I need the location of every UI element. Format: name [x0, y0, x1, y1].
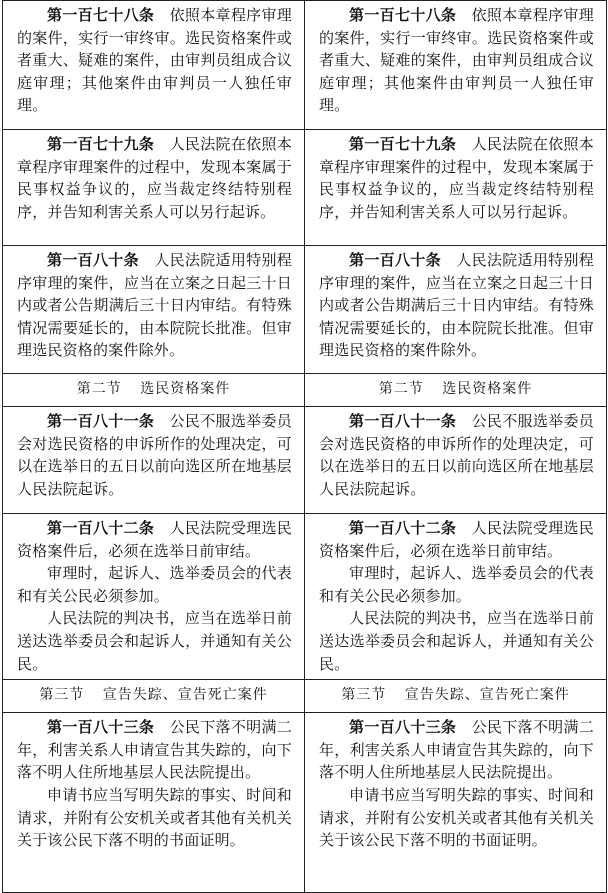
article-row: [3, 407, 607, 514]
article-number: 第一百七十九条: [349, 135, 457, 153]
left-column-cell: [3, 407, 305, 514]
article-number: 第一百八十二条: [47, 519, 155, 537]
article-number: 第一百八十一条: [47, 412, 155, 430]
right-column-cell: [305, 514, 607, 680]
article-row: [3, 713, 607, 893]
article-text: 依照本章程序审理的案件，实行一审终审。选民资格案件或者重大、疑难的案件，由审判员组成合议庭审理；其他案件由审判员一人独任审理。: [17, 6, 292, 115]
article-number: 第一百八十条: [349, 251, 441, 269]
article-text: 申请书应当写明失踪的事实、时间和请求，并附有公安机关或者其他有关机关关于该公民下落不明的书面证明。: [17, 785, 292, 850]
article-paragraph: [319, 784, 594, 852]
left-column-cell: [3, 374, 305, 407]
section-title: 宣告失踪、宣告死亡案件: [404, 687, 570, 704]
article-number: 第一百八十二条: [349, 519, 457, 537]
article-number: 第一百七十八条: [47, 6, 155, 24]
article-text: 审理时，起诉人、选举委员会的代表和有关公民必须参加。: [319, 564, 594, 605]
right-column-cell: [305, 407, 607, 514]
comparison-table-body: [3, 1, 607, 893]
section-label: 第三节: [39, 687, 85, 704]
article-paragraph: [17, 607, 292, 675]
article-paragraph: [319, 133, 594, 223]
article-paragraph: [17, 133, 292, 223]
section-label: 第二节: [76, 381, 122, 397]
right-column-cell: [305, 246, 607, 374]
article-paragraph: [319, 562, 594, 607]
left-column-cell: [3, 514, 305, 680]
article-row: [3, 130, 607, 246]
section-title: 选民资格案件: [140, 381, 231, 397]
article-paragraph: [17, 4, 292, 117]
article-paragraph: [319, 517, 594, 562]
article-paragraph: [17, 410, 292, 500]
article-text: 人民法院适用特别程序审理的案件，应当在立案之日起三十日内或者公告期满后三十日内审结。有特殊情况需要延长的，由本院院长批准。但审理选民资格的案件除外。: [17, 251, 293, 360]
article-text: 申请书应当写明失踪的事实、时间和请求，并附有公安机关或者其他有关机关关于该公民下落不明的书面证明。: [319, 785, 594, 850]
article-text: 依照本章程序审理的案件，实行一审终审。选民资格案件或者重大、疑难的案件，由审判员组成合议庭审理；其他案件由审判员一人独任审理。: [319, 6, 594, 115]
article-paragraph: [17, 562, 292, 607]
article-paragraph: [319, 4, 594, 117]
right-column-cell: [305, 374, 607, 407]
article-text: 审理时，起诉人、选举委员会的代表和有关公民必须参加。: [17, 564, 292, 605]
section-label: 第二节: [378, 381, 424, 397]
article-number: 第一百八十三条: [349, 718, 457, 737]
article-paragraph: [319, 410, 594, 500]
article-text: 人民法院的判决书，应当在选举日前送达选举委员会和起诉人，并通知有关公民。: [319, 609, 594, 673]
article-text: 公民下落不明满二年，利害关系人申请宣告其失踪的，向下落不明人住所地基层人民法院提出。: [319, 718, 594, 782]
article-number: 第一百八十三条: [47, 718, 155, 737]
article-paragraph: [17, 784, 292, 852]
article-paragraph: [17, 517, 292, 562]
right-column-cell: [305, 713, 607, 893]
left-column-cell: [3, 130, 305, 246]
article-paragraph: [319, 607, 594, 675]
article-text: 人民法院适用特别程序审理的案件，应当在立案之日起三十日内或者公告期满后三十日内审结。有特殊情况需要延长的，由本院院长批准。但审理选民资格的案件除外。: [319, 251, 595, 360]
right-column-cell: [305, 1, 607, 130]
section-row: [3, 680, 607, 713]
article-text: 公民不服选举委员会对选民资格的申诉所作的处理决定，可以在选举日的五日以前向选区所在地基层人民法院起诉。: [17, 412, 292, 498]
article-paragraph: [17, 249, 292, 362]
article-text: 人民法院的判决书，应当在选举日前送达选举委员会和起诉人，并通知有关公民。: [17, 609, 292, 673]
article-number: 第一百八十一条: [349, 412, 457, 430]
article-text: 人民法院在依照本章程序审理案件的过程中，发现本案属于民事权益争议的，应当裁定终结特别程序，并告知利害关系人可以另行起诉。: [319, 135, 594, 221]
left-column-cell: [3, 713, 305, 893]
article-row: [3, 514, 607, 680]
article-number: 第一百七十九条: [47, 135, 155, 153]
article-row: [3, 246, 607, 374]
section-row: [3, 374, 607, 407]
right-column-cell: [305, 130, 607, 246]
article-paragraph: [319, 249, 594, 362]
article-number: 第一百七十八条: [349, 6, 457, 24]
left-column-cell: [3, 680, 305, 713]
right-column-cell: [305, 680, 607, 713]
comparison-table: [2, 0, 607, 893]
article-text: 公民下落不明满二年，利害关系人申请宣告其失踪的，向下落不明人住所地基层人民法院提出。: [17, 718, 292, 782]
article-row: [3, 1, 607, 130]
left-column-cell: [3, 246, 305, 374]
article-paragraph: [319, 716, 594, 784]
section-label: 第三节: [341, 687, 387, 704]
article-number: 第一百八十条: [47, 251, 139, 269]
article-text: 人民法院在依照本章程序审理案件的过程中，发现本案属于民事权益争议的，应当裁定终结特别程序，并告知利害关系人可以另行起诉。: [17, 135, 292, 221]
section-title: 宣告失踪、宣告死亡案件: [102, 687, 268, 704]
section-title: 选民资格案件: [442, 381, 533, 397]
article-text: 公民不服选举委员会对选民资格的申诉所作的处理决定，可以在选举日的五日以前向选区所在地基层人民法院起诉。: [319, 412, 594, 498]
article-text: 人民法院受理选民资格案件后，必须在选举日前审结。: [17, 519, 292, 560]
article-paragraph: [17, 716, 292, 784]
left-column-cell: [3, 1, 305, 130]
article-text: 人民法院受理选民资格案件后，必须在选举日前审结。: [319, 519, 594, 560]
